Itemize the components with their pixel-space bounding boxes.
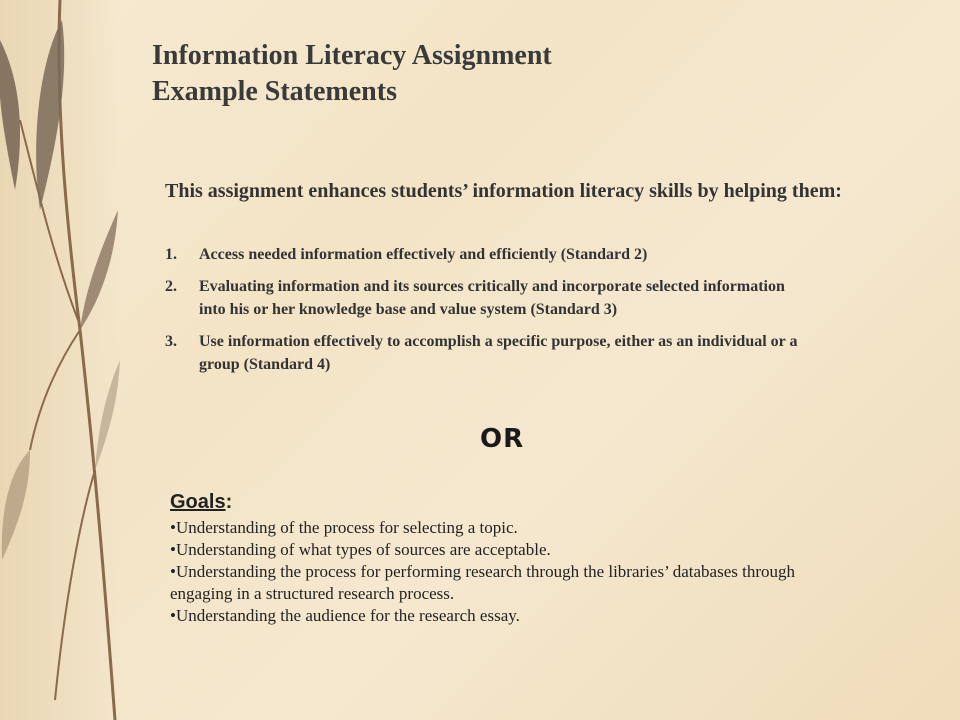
- goal-text: Understanding of the process for selecting a topic.: [175, 518, 518, 537]
- list-item: [165, 243, 805, 266]
- list-text: Use information effectively to accomplish a specific purpose, either as an individual or a group (Standard 4): [199, 333, 798, 373]
- list-number: 3.: [165, 333, 177, 350]
- list-number: 2.: [165, 278, 177, 295]
- list-item: [165, 330, 805, 376]
- list-item: •Understanding the process for performing research through the libraries’ databases through engaging in a structured research process.: [170, 562, 795, 603]
- intro-statement: This assignment enhances students’ information literacy skills by helping them:: [165, 180, 842, 202]
- list-text: Access needed information effectively and efficiently (Standard 2): [199, 246, 648, 263]
- list-item: •Understanding of what types of sources are acceptable.: [170, 540, 551, 559]
- list-text: Evaluating information and its sources critically and incorporate selected information into his or her knowledge base and value system (Standard 3): [199, 278, 785, 318]
- goals-heading-colon: :: [225, 491, 233, 513]
- page-title: [152, 38, 552, 110]
- list-item: •Understanding the audience for the research essay.: [170, 606, 520, 625]
- goals-section: [170, 489, 830, 627]
- goals-heading-text: Goals: [170, 491, 226, 513]
- leaf-decoration: [0, 0, 120, 720]
- goals-heading: [170, 489, 830, 515]
- goals-list: [170, 517, 830, 627]
- leaf-branch-icon: [0, 0, 120, 720]
- standards-list: [165, 243, 805, 385]
- goal-text: Understanding the audience for the research essay.: [175, 606, 520, 625]
- list-item: [165, 275, 805, 321]
- goal-text: Understanding of what types of sources are acceptable.: [175, 540, 551, 559]
- or-separator: OR: [480, 424, 525, 454]
- list-item: •Understanding of the process for selecting a topic.: [170, 518, 518, 537]
- title-line-2: Example Statements: [152, 76, 397, 107]
- title-line-1: Information Literacy Assignment: [152, 40, 552, 71]
- list-number: 1.: [165, 246, 177, 263]
- goal-text: Understanding the process for performing research through the libraries’ databases through engaging in a structured research process.: [170, 562, 795, 603]
